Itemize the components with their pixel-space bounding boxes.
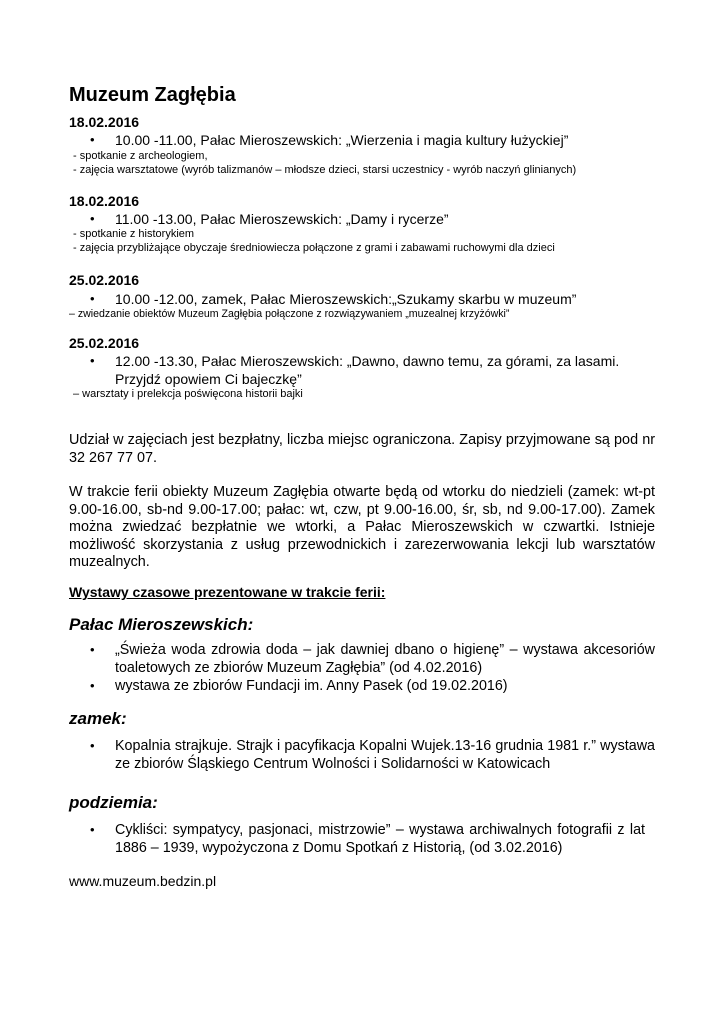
section-heading-palac: Pałac Mieroszewskich:: [69, 615, 254, 634]
event-4-note-1: – warsztaty i prelekcja poświęcona historii bajki: [73, 388, 303, 400]
bullet-icon: •: [90, 132, 95, 147]
section-heading-podziemia: podziemia:: [69, 793, 158, 812]
exhibitions-heading: Wystawy czasowe prezentowane w trakcie ferii:: [69, 584, 386, 600]
event-1-date: 18.02.2016: [69, 114, 140, 130]
event-4-title-line-2: Przyjdź opowiem Ci bajeczkę”: [115, 371, 302, 387]
event-4-date: 25.02.2016: [69, 335, 140, 351]
event-1-note-2: - zajęcia warsztatowe (wyrób talizmanów – młodsze dzieci, starsi uczestnicy - wyrób naczyń glinianych): [73, 164, 577, 176]
event-1-title: 10.00 -11.00, Pałac Mieroszewskich: „Wierzenia i magia kultury łużyckiej”: [115, 132, 569, 148]
opening-hours-paragraph: W trakcie ferii obiekty Muzeum Zagłębia otwarte będą od wtorku do niedzieli (zamek: wt-pt 9.00-16.00, sb-nd 9.00-17.00; pałac: wt, czw, pt 9.00-16.00, śr, sb, nd 9.00-17.00). Zamek można zwiedzać bezpłatnie we wtorki, a Pałac Mieroszewskich w czwartki. Istnieje możliwość skorzystania z usług przewodnickich i zarezerwowania lekcji lub warsztatów muzealnych.: [69, 484, 655, 570]
event-1-note-1: - spotkanie z archeologiem,: [73, 150, 208, 162]
bullet-icon: •: [90, 678, 95, 693]
document-title: Muzeum Zagłębia: [69, 84, 236, 106]
bullet-icon: •: [90, 642, 95, 657]
website-link[interactable]: www.muzeum.bedzin.pl: [69, 873, 217, 889]
bullet-icon: •: [90, 353, 95, 368]
exhibition-palac-1: „Świeża woda zdrowia doda – jak dawniej dbano o higienę” – wystawa akcesoriów toaletowych ze zbiorów Muzeum Zagłębia” (od 4.02.2016): [115, 642, 655, 676]
event-2-note-2: - zajęcia przybliżające obyczaje średniowiecza połączone z grami i zabawami ruchowymi dla dzieci: [73, 242, 555, 254]
section-heading-zamek: zamek:: [69, 709, 127, 728]
bullet-icon: •: [90, 291, 95, 306]
event-2-date: 18.02.2016: [69, 193, 140, 209]
bullet-icon: •: [90, 738, 95, 753]
exhibition-palac-2: wystawa ze zbiorów Fundacji im. Anny Pasek (od 19.02.2016): [115, 678, 508, 694]
participation-paragraph: Udział w zajęciach jest bezpłatny, liczba miejsc ograniczona. Zapisy przyjmowane są pod nr 32 267 77 07.: [69, 432, 655, 466]
event-4-title-line-1: 12.00 -13.30, Pałac Mieroszewskich: „Dawno, dawno temu, za górami, za lasami.: [115, 353, 620, 369]
event-3-title: 10.00 -12.00, zamek, Pałac Mieroszewskich:„Szukamy skarbu w muzeum”: [115, 291, 577, 307]
event-3-date: 25.02.2016: [69, 272, 140, 288]
event-3-note-1: – zwiedzanie obiektów Muzeum Zagłębia połączone z rozwiązywaniem „muzealnej krzyżówki”: [69, 308, 510, 320]
event-2-note-1: - spotkanie z historykiem: [73, 228, 195, 240]
exhibition-podziemia-1: Cykliści: sympatycy, pasjonaci, mistrzowie” – wystawa archiwalnych fotografii z lat 1886 – 1939, wypożyczona z Domu Spotkań z Historią, (od 3.02.2016): [115, 822, 645, 856]
bullet-icon: •: [90, 822, 95, 837]
event-2-title: 11.00 -13.00, Pałac Mieroszewskich: „Damy i rycerze”: [115, 211, 449, 227]
bullet-icon: •: [90, 211, 95, 226]
exhibition-zamek-1: Kopalnia strajkuje. Strajk i pacyfikacja Kopalni Wujek.13-16 grudnia 1981 r.” wystawa ze zbiorów Śląskiego Centrum Wolności i Solidarności w Katowicach: [115, 738, 655, 772]
